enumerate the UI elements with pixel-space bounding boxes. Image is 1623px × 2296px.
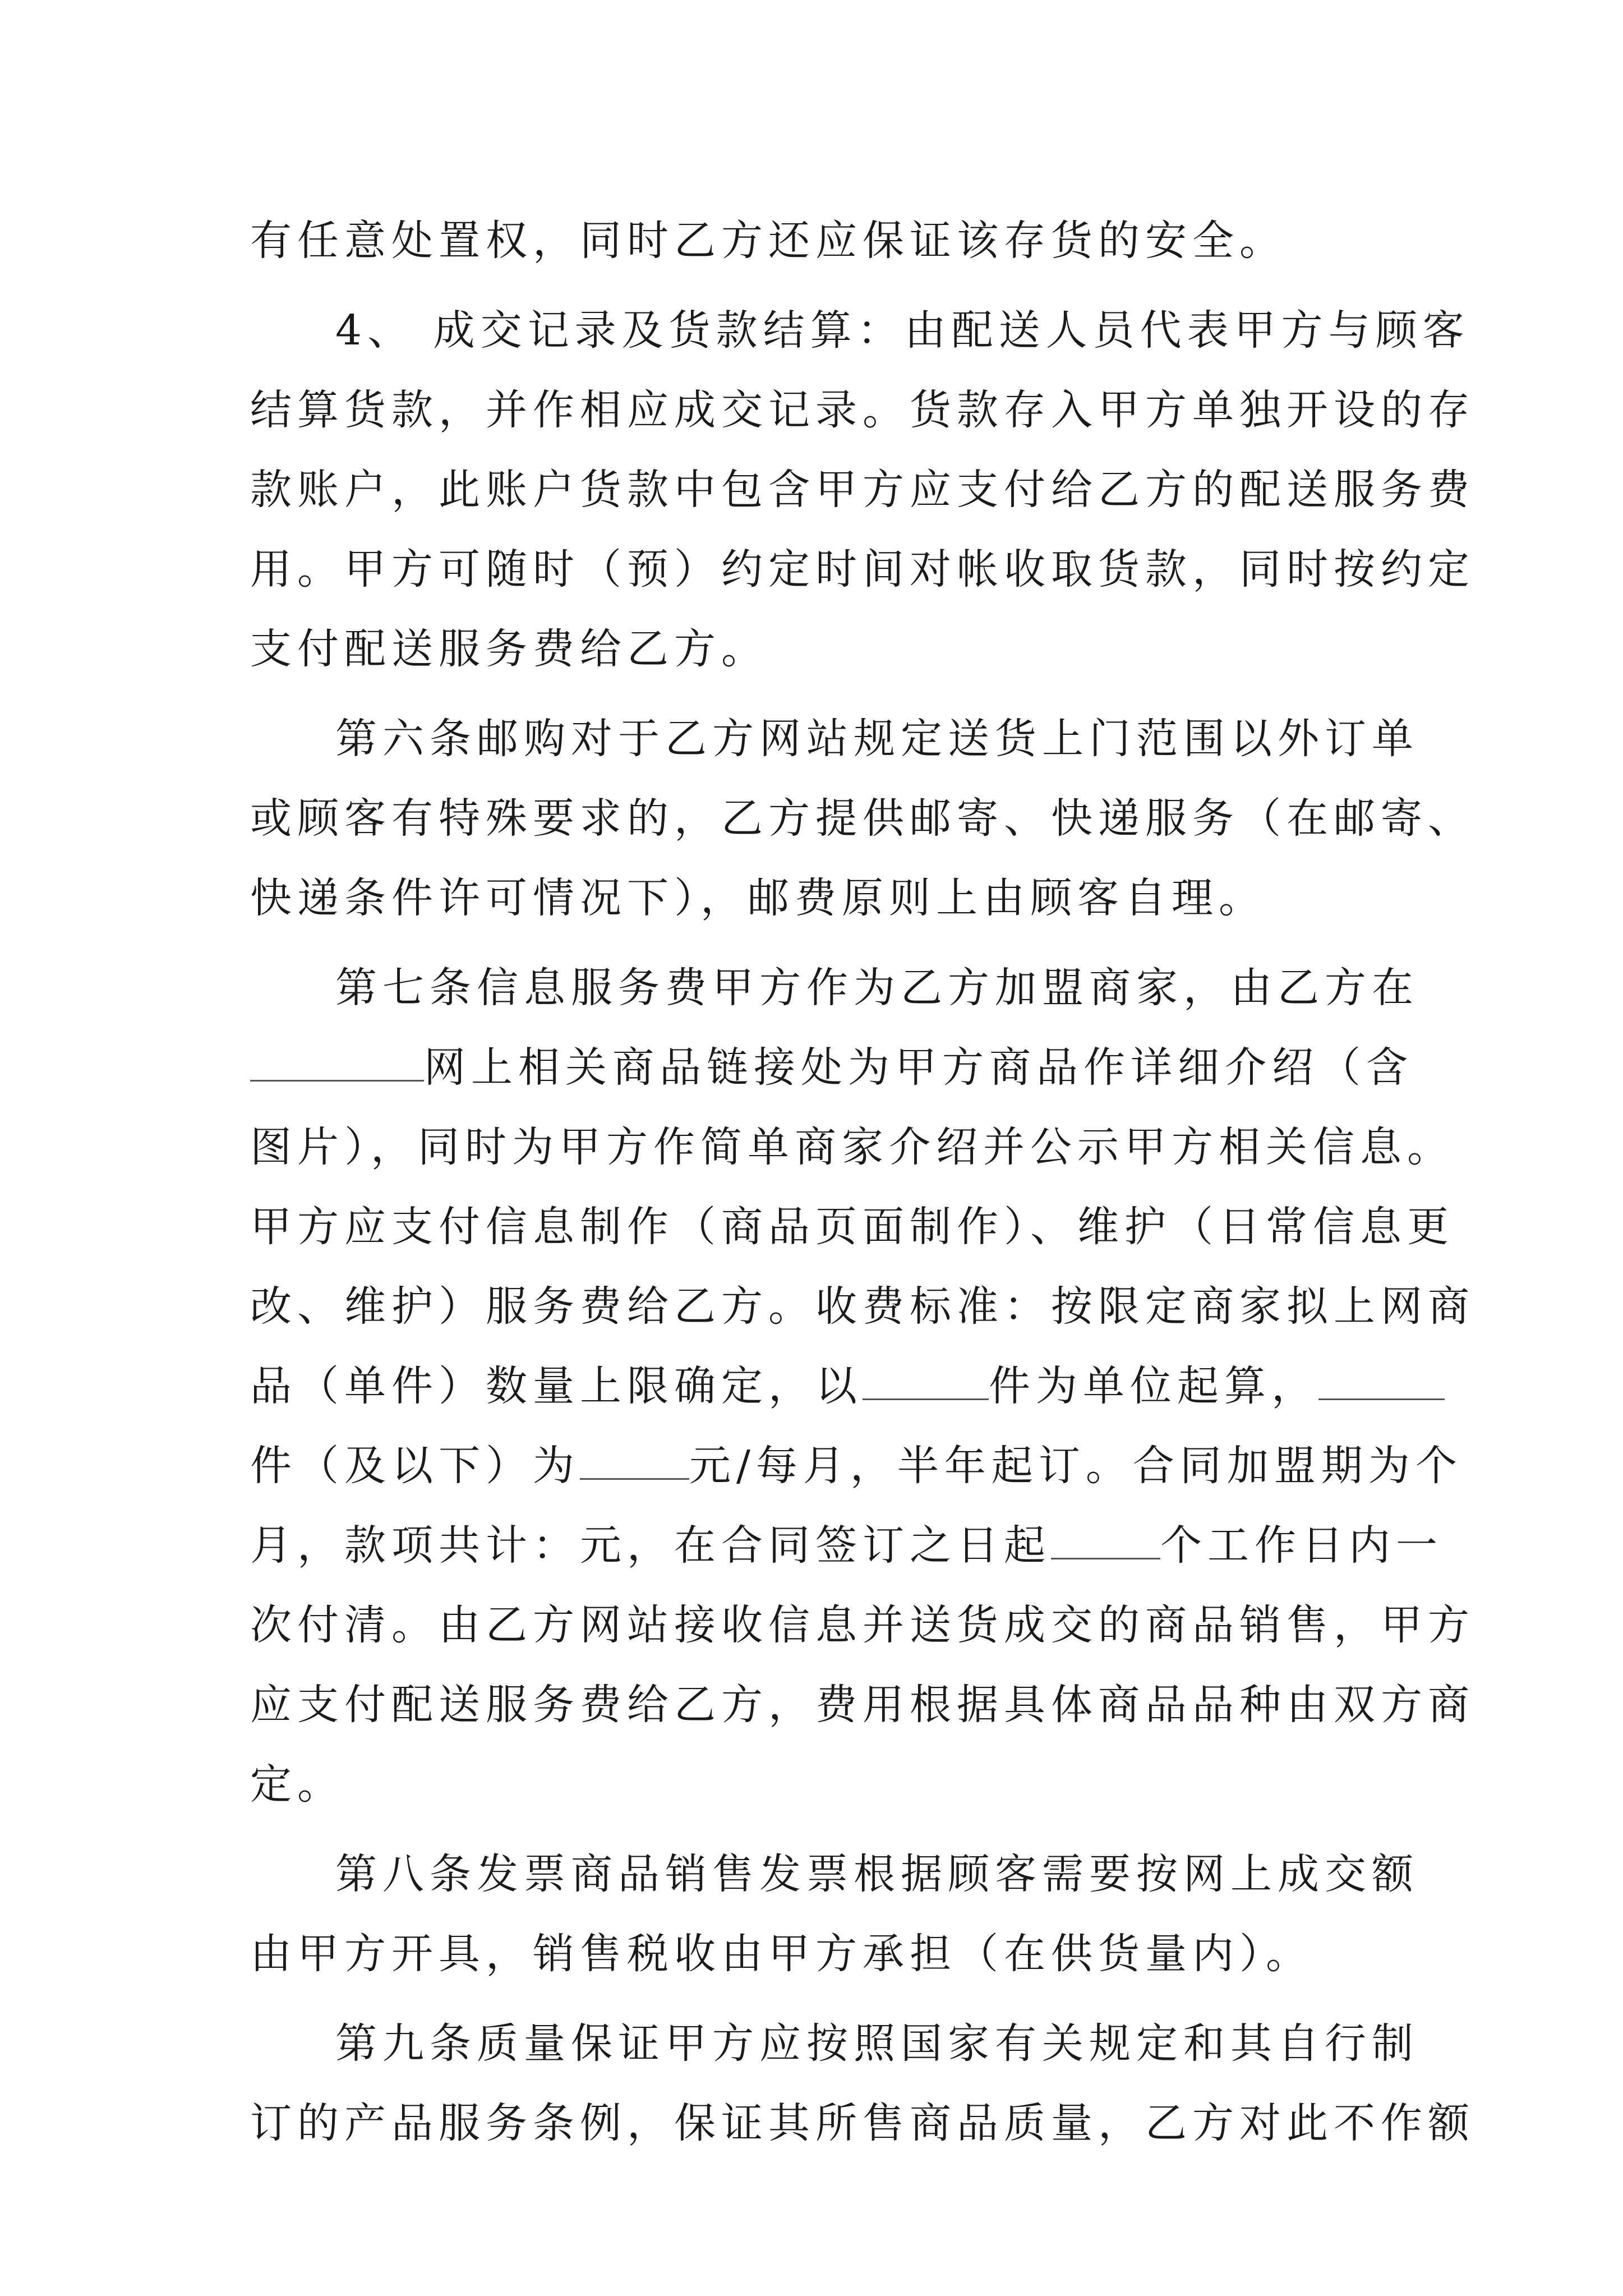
text-segment: 元/每月，半年起订。合同加盟期为个 (689, 1442, 1463, 1490)
text-line: 第八条发票商品销售发票根据顾客需要按网上成交额 (335, 1850, 1419, 1898)
text-segment: 件为单位起算， (989, 1362, 1318, 1410)
text-line: 或顾客有特殊要求的，乙方提供邮寄、快递服务（在邮寄、 (250, 794, 1475, 843)
text-line: 改、维护）服务费给乙方。收费标准：按限定商家拟上网商 (250, 1282, 1475, 1331)
text-line: 有任意处置权，同时乙方还应保证该存货的安全。 (250, 217, 1287, 265)
text-line: 4、 成交记录及货款结算：由配送人员代表甲方与顾客 (335, 306, 1470, 355)
text-segment: 品（单件）数量上限确定，以 (250, 1362, 863, 1410)
fill-in-blank[interactable] (1318, 1364, 1445, 1400)
text-line: 第六条邮购对于乙方网站规定送货上门范围以外订单 (335, 715, 1419, 763)
text-line: 用。甲方可随时（预）约定时间对帐收取货款，同时按约定 (250, 545, 1475, 593)
paragraph-article-9 (250, 2004, 1475, 2163)
fill-in-blank[interactable] (250, 1045, 424, 1082)
text-line: 支付配送服务费给乙方。 (250, 625, 768, 673)
text-line: 款账户，此账户货款中包含甲方应支付给乙方的配送服务费 (250, 466, 1475, 514)
text-segment: 网上相关商品链接处为甲方商品作详细介绍（含 (424, 1043, 1413, 1092)
text-line: 定。 (250, 1760, 344, 1809)
paragraph-article-6 (250, 699, 1475, 938)
paragraph-article-7 (250, 948, 1475, 1824)
text-line: 由甲方开具，销售税收由甲方承担（在供货量内）。 (250, 1930, 1313, 1978)
text-line: 订的产品服务条例，保证其所售商品质量，乙方对此不作额 (250, 2099, 1475, 2147)
text-line: 第九条质量保证甲方应按照国家有关规定和其自行制 (335, 2019, 1419, 2068)
text-segment: 月，款项共计：元，在合同签订之日起 (250, 1521, 1051, 1570)
fill-in-blank[interactable] (580, 1443, 689, 1480)
paragraph-continuation (250, 201, 1383, 280)
document-body (250, 201, 1475, 2163)
paragraph-article-8 (250, 1834, 1419, 1994)
text-line (250, 1028, 1413, 1107)
paragraph-settlement (250, 291, 1475, 689)
text-line: 次付清。由乙方网站接收信息并送货成交的商品销售，甲方 (250, 1601, 1475, 1649)
fill-in-blank[interactable] (1051, 1523, 1160, 1559)
text-line (250, 1346, 1383, 1426)
text-line: 结算货款，并作相应成交记录。货款存入甲方单独开设的存 (250, 386, 1475, 434)
text-segment: 件（及以下）为 (250, 1442, 580, 1490)
text-line: 甲方应支付信息制作（商品页面制作）、维护（日常信息更 (250, 1203, 1454, 1251)
text-line: 快递条件许可情况下），邮费原则上由顾客自理。 (250, 874, 1266, 922)
text-line: 第七条信息服务费甲方作为乙方加盟商家，由乙方在 (335, 964, 1419, 1012)
text-line (250, 1506, 1443, 1585)
text-line (250, 1426, 1463, 1506)
fill-in-blank[interactable] (863, 1364, 989, 1400)
text-line: 应支付配送服务费给乙方，费用根据具体商品品种由双方商 (250, 1681, 1475, 1729)
text-segment: 个工作日内一 (1160, 1521, 1443, 1570)
text-line: 图片），同时为甲方作简单商家介绍并公示甲方相关信息。 (250, 1123, 1454, 1171)
